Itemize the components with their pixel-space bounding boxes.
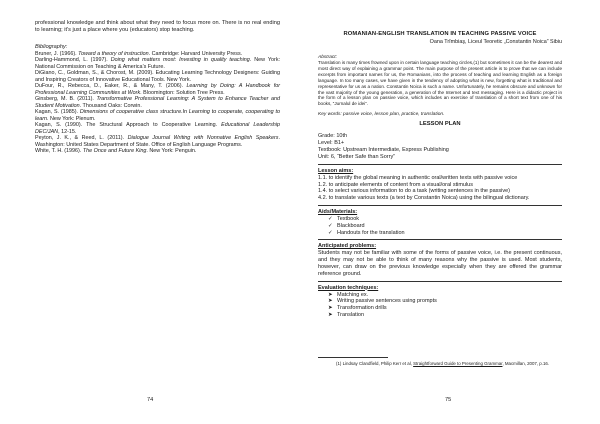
reference-item: Kagan, S. (1990). The Structural Approach to Cooperative Learning. Educational Leadership DEC/JAN, 12-15. (35, 122, 280, 135)
arrow-bullet-icon: ➤ (328, 312, 333, 319)
anticipated-problems-heading: Anticipated problems: (318, 243, 377, 250)
reference-item: DiGiano, C., Goldman, S., & Chorost, M. (2009). Educating Learning Technology Designers: Guiding and Inspiring Creators of Innovative Educational Tools. New York. (35, 70, 280, 83)
evaluation-item: ➤ Translation (328, 312, 365, 319)
grade-line: Grade: 10th (318, 133, 348, 140)
checkmark-icon: ✓ (328, 216, 333, 223)
reference-item: Kagan, S. (1985). Dimensions of cooperative class structure.In Learning to cooperate, cooperating to learn. New York: Plenum. (35, 109, 280, 122)
divider (318, 281, 562, 282)
unit-line: Unit: 6, “Better Safe than Sorry” (318, 153, 396, 160)
anticipated-problems-text: Students may not be familiar with some of the forms of passive voice, i.e. the present continuous, and they may not be able to think of many reasons why the passive is used. Most students, however, can draw on the previous knowledge especially when they are offered the grammar reference ground. (318, 250, 562, 277)
footnote-divider (318, 357, 388, 358)
textbook-line: Textbook: Upstream Intermediate, Express Publishing (318, 147, 449, 154)
evaluation-item: ➤ Matching ex. (328, 291, 369, 298)
evaluation-item: ➤ Transformation drills (328, 305, 387, 312)
level-line: Level: B1+ (318, 140, 345, 147)
lesson-aims-heading: Lesson aims: (318, 167, 354, 174)
lesson-aim-item: 1.2. to anticipate elements of content from a visual/oral stimulus (318, 181, 473, 188)
reference-item: Bruner, J. (1966). Toward a theory of instruction. Cambridge: Harvard University Press. (35, 50, 243, 57)
reference-list (35, 51, 280, 155)
lesson-aim-item: 1.4. to select various information to do a task (writing sentences in the passive) (318, 188, 510, 195)
arrow-bullet-icon: ➤ (328, 298, 333, 305)
keywords: Key words: passive voice, lesson plan, practice, translation. (318, 112, 445, 118)
divider (318, 205, 562, 206)
aid-item: ✓ Textbook (328, 216, 360, 223)
lesson-aim-item: 4.2. to translate various texts (a text by Constantin Noica) using the bilingual dictionary. (318, 195, 530, 202)
article-author: Oana Trîmbiaş, Liceul Teoretic „Constantin Noica” Sibiu (429, 39, 562, 45)
reference-item: Peyton, J. K., & Reed, L. (2011). Dialogue Journal Writing with Nonnative English Speakers. Washington: United States Department of State. Office of English Language Programs. (35, 135, 280, 148)
arrow-bullet-icon: ➤ (328, 291, 333, 298)
reference-item: Ginsberg, M. B. (2011). Transformative Professional Learning: A System to Enhance Teacher and Student Motivation. Thousand Oaks: Corwin. (35, 96, 280, 109)
lesson-aim-item: 1.1. to identify the global meaning in authentic oral/written texts with passive voice (318, 174, 518, 181)
bibliography-heading: Bibliography: (35, 43, 68, 50)
aid-item: ✓ Blackboard (328, 222, 365, 229)
checkmark-icon: ✓ (328, 229, 333, 236)
divider (318, 239, 562, 240)
footnote: (1) Lindsay Clandfield, Philip Kerr et al, Straightforward Guide to Presenting Grammar, Macmillan, 2007, p.16. (336, 360, 550, 366)
lesson-plan-heading: LESSON PLAN (419, 121, 461, 128)
right-page (300, 0, 600, 424)
arrow-bullet-icon: ➤ (328, 305, 333, 312)
reference-item: Darling-Hammond, L. (1997). Doing what matters most: Investing in quality teaching. New York: National Commission on Teaching & America’s Future. (35, 57, 281, 70)
reference-item: White, T. H. (1996). The Once and Future King. New York: Penguin. (35, 148, 197, 155)
intro-paragraph: professional knowledge and think about what they need to focus more on. There is no real ending to learning; it’s just a place where you (educators) stop teaching. (35, 20, 280, 34)
evaluation-heading: Evaluation techniques: (318, 284, 379, 291)
divider (318, 164, 562, 165)
checkmark-icon: ✓ (328, 222, 333, 229)
article-title: ROMANIAN-ENGLISH TRANSLATION IN TEACHING PASSIVE VOICE (343, 31, 537, 37)
aids-heading: Aids/Materials: (318, 209, 358, 216)
abstract-label: Abstract: (318, 55, 337, 60)
abstract-text: Translation is many times frowned upon in certain language teaching circles,(1) but sometimes it can be the dearest and most direct way of explaining a grammar point. The main purpose of the present article is to prove that we can include excerpts from important names for us, the Romanians, into the process of teaching and learning English as a foreign language. In too many cases, we have given in the tendency of adopting what is new, forgetting what is traditional and representative for us as a nation. Constantin Noica is such a name. Unfortunately, he remains obscure and unknown for the vast majority of the young generation, a generation of the Internet and text messaging. Here is a didactic project in the form of a lesson plan on passive voice, which includes an exercise of translation of a short text from one of his books, “Jurnalul de idei”. (318, 60, 562, 107)
evaluation-item: ➤ Writing passive sentences using prompts (328, 298, 437, 305)
reference-item: DuFour, R., Rebecca, D., Eaker, R., & Many, T. (2006). Learning by Doing: A Handbook for Professional Learning Communities at Work. Bloomington: Solution Tree Press. (35, 83, 280, 96)
aid-item: ✓ Handouts for the translation (328, 229, 405, 236)
page-number: 75 (445, 397, 452, 403)
page-number: 74 (147, 397, 154, 403)
